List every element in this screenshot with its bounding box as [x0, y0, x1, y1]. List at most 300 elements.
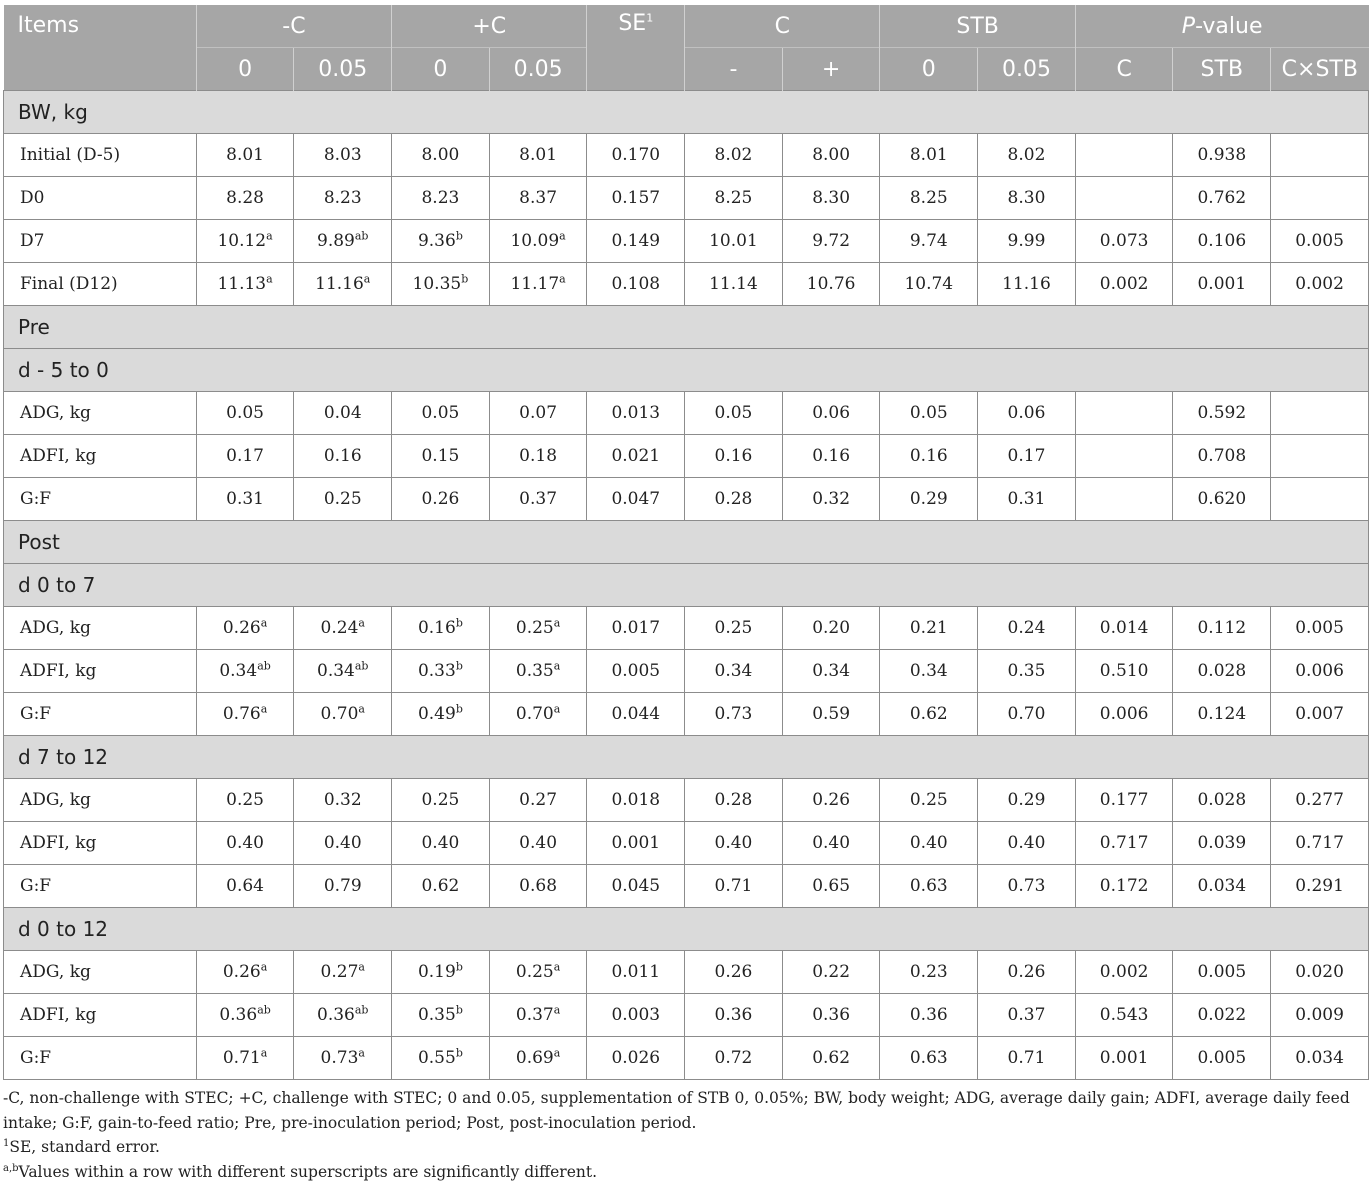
cell-value: 8.37 — [519, 188, 558, 208]
cell-value: 0.25 — [515, 962, 554, 982]
table-cell — [685, 607, 783, 650]
cell-value: 0.25 — [226, 790, 264, 810]
table-row — [4, 435, 1369, 478]
cell-value: 0.23 — [909, 962, 948, 982]
table-cell — [294, 263, 392, 306]
table-cell — [196, 650, 294, 693]
cell-value: 11.16 — [1002, 274, 1051, 294]
table-cell — [294, 865, 392, 908]
cell-value: 0.028 — [1197, 661, 1247, 681]
table-cell — [880, 779, 978, 822]
header-sub-cell: - — [685, 48, 783, 91]
table-cell — [196, 435, 294, 478]
cell-value: 9.89 — [317, 231, 355, 251]
cell-value: 0.72 — [714, 1048, 753, 1068]
row-label: ADG, kg — [4, 951, 197, 994]
table-cell — [294, 779, 392, 822]
cell-value: 0.76 — [222, 704, 261, 724]
cell-value: 8.01 — [226, 145, 264, 165]
table-cell — [294, 1037, 392, 1080]
table-cell — [196, 822, 294, 865]
cell-superscript: ab — [257, 1003, 271, 1017]
cell-value: 0.157 — [611, 188, 661, 208]
cell-superscript: ab — [354, 229, 369, 243]
table-cell — [685, 650, 783, 693]
table-cell — [978, 263, 1076, 306]
table-cell — [196, 951, 294, 994]
cell-superscript: a — [559, 272, 566, 286]
cell-value: 0.73 — [1007, 876, 1046, 896]
table-cell — [782, 478, 880, 521]
table-cell — [392, 693, 490, 736]
table-cell — [392, 951, 490, 994]
cell-value: 0.19 — [417, 962, 456, 982]
table-cell — [294, 951, 392, 994]
table-cell — [880, 177, 978, 220]
table-cell — [489, 263, 587, 306]
table-cell — [880, 994, 978, 1037]
cell-value: 0.06 — [1007, 403, 1046, 423]
cell-value: 0.29 — [1007, 790, 1046, 810]
table-cell — [978, 607, 1076, 650]
table-cell — [685, 435, 783, 478]
cell-value: 0.40 — [519, 833, 558, 853]
table-cell — [294, 134, 392, 177]
cell-superscript: b — [455, 229, 463, 243]
table-cell — [1075, 865, 1173, 908]
table-cell — [978, 994, 1076, 1037]
table-cell — [978, 951, 1076, 994]
table-cell — [685, 994, 783, 1037]
cell-value: 0.79 — [323, 876, 362, 896]
table-cell — [685, 177, 783, 220]
cell-value: 0.16 — [714, 446, 753, 466]
cell-superscript: a — [260, 616, 268, 630]
table-cell — [392, 177, 490, 220]
cell-value: 0.28 — [714, 489, 753, 509]
table-cell — [587, 1037, 685, 1080]
table-body — [4, 91, 1369, 1080]
row-label: ADG, kg — [4, 392, 197, 435]
cell-value: 0.31 — [226, 489, 264, 509]
cell-superscript: a — [266, 229, 273, 243]
cell-superscript: a — [260, 702, 268, 716]
table-cell — [1271, 865, 1369, 908]
table-cell — [1075, 650, 1173, 693]
cell-value: 0.05 — [421, 403, 460, 423]
cell-value: 11.13 — [217, 274, 267, 294]
cell-value: 0.35 — [515, 661, 554, 681]
cell-value: 0.59 — [812, 704, 851, 724]
cell-value: 0.24 — [1007, 618, 1046, 638]
table-cell — [294, 435, 392, 478]
cell-value: 10.74 — [904, 274, 954, 294]
cell-value: 8.02 — [1007, 145, 1046, 165]
cell-superscript: a — [358, 616, 365, 630]
cell-value: 0.006 — [1099, 704, 1149, 724]
header-sub-cell: STB — [1173, 48, 1271, 91]
cell-value: 0.013 — [611, 403, 661, 423]
row-label: ADFI, kg — [4, 435, 197, 478]
cell-value: 0.34 — [317, 661, 355, 681]
cell-superscript: a — [553, 616, 561, 630]
footnote-superscripts: $^{a,b}$Values within a row with different superscripts are significantly different. — [3, 1162, 598, 1181]
table-row — [4, 951, 1369, 994]
cell-value: 0.24 — [320, 618, 359, 638]
cell-value: 0.510 — [1099, 661, 1149, 681]
cell-value: 0.22 — [812, 962, 851, 982]
table-cell — [1173, 220, 1271, 263]
cell-value: 0.26 — [421, 489, 460, 509]
cell-value: 8.00 — [812, 145, 851, 165]
table-cell — [489, 177, 587, 220]
table-cell — [196, 865, 294, 908]
table-cell — [1173, 822, 1271, 865]
cell-value: 0.63 — [909, 1048, 948, 1068]
cell-value: 0.006 — [1295, 661, 1344, 681]
section-row — [4, 564, 1369, 607]
header-row-sub — [4, 48, 1369, 91]
table-cell — [587, 693, 685, 736]
cell-superscript: b — [461, 272, 469, 286]
table-cell — [978, 435, 1076, 478]
table-cell — [489, 650, 587, 693]
table-cell — [1075, 607, 1173, 650]
row-label: ADG, kg — [4, 607, 197, 650]
cell-superscript: a — [266, 272, 273, 286]
cell-value: 0.022 — [1197, 1005, 1247, 1025]
cell-superscript: ab — [354, 1003, 369, 1017]
table-cell — [880, 134, 978, 177]
cell-value: 0.70 — [1007, 704, 1046, 724]
table-cell — [880, 822, 978, 865]
table-cell — [587, 392, 685, 435]
cell-value: 0.65 — [812, 876, 851, 896]
cell-value: 8.00 — [421, 145, 460, 165]
table-cell — [587, 435, 685, 478]
table-cell — [782, 865, 880, 908]
cell-value: 9.72 — [812, 231, 851, 251]
table-cell — [489, 865, 587, 908]
table-cell — [294, 607, 392, 650]
section-title: d - 5 to 0 — [4, 349, 1369, 392]
cell-value: 8.23 — [323, 188, 362, 208]
table-cell — [1075, 1037, 1173, 1080]
table-cell — [1075, 822, 1173, 865]
table-cell — [489, 478, 587, 521]
cell-value: 0.25 — [421, 790, 460, 810]
table-cell — [1075, 177, 1173, 220]
cell-value: 0.27 — [519, 790, 558, 810]
row-label: ADFI, kg — [4, 994, 197, 1037]
cell-value: 0.034 — [1295, 1048, 1344, 1068]
table-cell — [1075, 951, 1173, 994]
cell-value: 0.16 — [417, 618, 456, 638]
table-cell — [196, 779, 294, 822]
cell-value: 0.001 — [1099, 1048, 1149, 1068]
cell-value: 0.40 — [1007, 833, 1046, 853]
table-cell — [392, 478, 490, 521]
cell-value: 0.40 — [323, 833, 362, 853]
cell-superscript: a — [553, 960, 561, 974]
table-cell — [196, 177, 294, 220]
cell-value: 0.34 — [909, 661, 948, 681]
cell-value: 0.106 — [1197, 231, 1247, 251]
cell-value: 11.16 — [315, 274, 364, 294]
table-cell — [1173, 865, 1271, 908]
table-cell — [392, 779, 490, 822]
table-cell — [880, 693, 978, 736]
cell-value: 8.03 — [323, 145, 362, 165]
table-cell — [1271, 134, 1369, 177]
cell-value: 0.762 — [1197, 188, 1247, 208]
cell-value: 10.76 — [806, 274, 856, 294]
cell-value: 0.002 — [1099, 962, 1149, 982]
cell-value: 0.26 — [222, 618, 261, 638]
cell-value: 0.36 — [219, 1005, 258, 1025]
table-cell — [1173, 478, 1271, 521]
cell-value: 8.02 — [714, 145, 753, 165]
cell-superscript: b — [455, 659, 463, 673]
cell-superscript: b — [455, 960, 463, 974]
table-cell — [392, 392, 490, 435]
table-cell — [392, 650, 490, 693]
cell-superscript: a — [358, 1046, 365, 1060]
table-cell — [196, 994, 294, 1037]
table-cell — [196, 220, 294, 263]
section-title: BW, kg — [4, 91, 1369, 134]
cell-value: 0.17 — [226, 446, 264, 466]
table-cell — [782, 822, 880, 865]
cell-value: 0.40 — [226, 833, 264, 853]
cell-value: 0.026 — [611, 1048, 661, 1068]
cell-value: 8.25 — [909, 188, 948, 208]
table-cell — [782, 779, 880, 822]
cell-superscript: a — [553, 702, 561, 716]
cell-value: 0.592 — [1197, 403, 1247, 423]
section-row — [4, 306, 1369, 349]
cell-superscript: ab — [354, 659, 369, 673]
table-cell — [1075, 392, 1173, 435]
table-cell — [1075, 263, 1173, 306]
table-cell — [489, 951, 587, 994]
cell-superscript: a — [553, 1046, 561, 1060]
section-row — [4, 91, 1369, 134]
cell-value: 0.172 — [1099, 876, 1149, 896]
table-cell — [392, 134, 490, 177]
cell-value: 0.25 — [714, 618, 753, 638]
cell-value: 0.06 — [812, 403, 851, 423]
table-cell — [489, 1037, 587, 1080]
table-cell — [1271, 607, 1369, 650]
cell-value: 0.007 — [1295, 704, 1344, 724]
table-cell — [685, 220, 783, 263]
header-group-minus-c: -C — [196, 5, 391, 48]
cell-value: 0.16 — [812, 446, 851, 466]
cell-value: 0.25 — [515, 618, 554, 638]
table-cell — [294, 392, 392, 435]
table-cell — [880, 607, 978, 650]
cell-value: 8.01 — [909, 145, 948, 165]
table-cell — [1271, 1037, 1369, 1080]
table-cell — [782, 994, 880, 1037]
cell-value: 0.34 — [219, 661, 258, 681]
cell-superscript: ab — [257, 659, 271, 673]
cell-value: 0.014 — [1099, 618, 1149, 638]
cell-value: 0.543 — [1099, 1005, 1149, 1025]
cell-value: 0.001 — [611, 833, 661, 853]
table-cell — [587, 994, 685, 1037]
cell-value: 0.40 — [714, 833, 753, 853]
table-cell — [782, 177, 880, 220]
table-cell — [1173, 693, 1271, 736]
cell-value: 0.149 — [611, 231, 661, 251]
table-cell — [392, 607, 490, 650]
cell-value: 0.40 — [812, 833, 851, 853]
table-cell — [782, 435, 880, 478]
cell-value: 0.71 — [222, 1048, 261, 1068]
cell-superscript: a — [358, 702, 365, 716]
row-label: G:F — [4, 865, 197, 908]
table-cell — [1075, 693, 1173, 736]
table-cell — [489, 392, 587, 435]
cell-value: 0.34 — [714, 661, 753, 681]
table-cell — [685, 134, 783, 177]
cell-value: 10.35 — [412, 274, 462, 294]
cell-value: 0.15 — [421, 446, 460, 466]
footnote-abbreviations: -C, non-challenge with STEC; +C, challenge with STEC; 0 and 0.05, supplementation of STB 0, 0.05%; BW, body weight; ADG, average daily gain; ADFI, average daily feed intake; G:F, gain-to-feed ratio; Pre, pre-inoculation period; Post, post-inoculation period. — [3, 1089, 1350, 1132]
cell-value: 0.73 — [714, 704, 753, 724]
table-cell — [1271, 779, 1369, 822]
section-title: Pre — [4, 306, 1369, 349]
cell-value: 0.16 — [323, 446, 362, 466]
cell-value: 8.30 — [1007, 188, 1046, 208]
table-cell — [294, 177, 392, 220]
cell-value: 0.27 — [320, 962, 359, 982]
cell-value: 0.170 — [611, 145, 661, 165]
header-items: Items — [4, 5, 197, 91]
cell-superscript: b — [455, 702, 463, 716]
table-row — [4, 650, 1369, 693]
cell-value: 0.05 — [226, 403, 264, 423]
header-sub-cell: C×STB — [1271, 48, 1369, 91]
results-table — [3, 5, 1369, 1080]
cell-value: 0.26 — [812, 790, 851, 810]
cell-value: 0.36 — [317, 1005, 355, 1025]
header-sub-cell: 0.05 — [294, 48, 392, 91]
cell-superscript: b — [455, 1003, 463, 1017]
cell-value: 0.40 — [421, 833, 460, 853]
table-cell — [685, 779, 783, 822]
header-sub-cell: 0 — [196, 48, 294, 91]
cell-value: 0.62 — [909, 704, 948, 724]
row-label: Final (D12) — [4, 263, 197, 306]
table-cell — [1075, 435, 1173, 478]
table-row — [4, 693, 1369, 736]
header-sub-cell: 0.05 — [489, 48, 587, 91]
cell-value: 0.40 — [909, 833, 948, 853]
cell-value: 0.034 — [1197, 876, 1247, 896]
cell-value: 0.64 — [226, 876, 264, 896]
cell-superscript: a — [358, 960, 365, 974]
footnote-se: $^1$SE, standard error. — [3, 1137, 160, 1156]
table-cell — [587, 951, 685, 994]
cell-value: 0.55 — [417, 1048, 456, 1068]
cell-value: 0.04 — [323, 403, 362, 423]
table-cell — [978, 134, 1076, 177]
cell-value: 8.01 — [519, 145, 558, 165]
cell-value: 0.63 — [909, 876, 948, 896]
row-label: G:F — [4, 693, 197, 736]
cell-value: 0.21 — [909, 618, 948, 638]
cell-value: 0.005 — [1197, 1048, 1247, 1068]
table-cell — [294, 693, 392, 736]
table-cell — [392, 865, 490, 908]
cell-value: 0.26 — [222, 962, 261, 982]
table-cell — [1173, 1037, 1271, 1080]
row-label: G:F — [4, 1037, 197, 1080]
table-cell — [1173, 607, 1271, 650]
table-cell — [489, 435, 587, 478]
table-cell — [489, 134, 587, 177]
table-cell — [1173, 779, 1271, 822]
header-se: $SE^1$ — [587, 5, 685, 91]
table-cell — [489, 822, 587, 865]
table-cell — [294, 478, 392, 521]
table-cell — [978, 392, 1076, 435]
table-cell — [978, 1037, 1076, 1080]
cell-value: 0.18 — [519, 446, 558, 466]
cell-value: 10.12 — [217, 231, 267, 251]
cell-value: 0.69 — [515, 1048, 554, 1068]
cell-value: 0.124 — [1197, 704, 1247, 724]
cell-value: 0.002 — [1099, 274, 1149, 294]
section-row — [4, 349, 1369, 392]
cell-value: 0.108 — [611, 274, 661, 294]
cell-value: 0.71 — [714, 876, 753, 896]
cell-value: 0.021 — [611, 446, 661, 466]
cell-value: 0.003 — [611, 1005, 661, 1025]
cell-value: 0.002 — [1295, 274, 1344, 294]
row-label: G:F — [4, 478, 197, 521]
table-cell — [294, 994, 392, 1037]
table-cell — [685, 822, 783, 865]
table-cell — [1271, 650, 1369, 693]
table-cell — [685, 263, 783, 306]
cell-value: 0.71 — [1007, 1048, 1046, 1068]
table-cell — [196, 392, 294, 435]
cell-value: 0.32 — [323, 790, 362, 810]
table-cell — [294, 650, 392, 693]
table-cell — [1271, 392, 1369, 435]
cell-value: 0.07 — [519, 403, 558, 423]
section-title: Post — [4, 521, 1369, 564]
table-cell — [782, 263, 880, 306]
table-cell — [587, 177, 685, 220]
cell-superscript: a — [363, 272, 371, 286]
cell-value: 0.045 — [611, 876, 661, 896]
table-cell — [1075, 994, 1173, 1037]
table-cell — [978, 220, 1076, 263]
table-cell — [587, 607, 685, 650]
header-group-plus-c: +C — [392, 5, 587, 48]
cell-value: 0.25 — [909, 790, 948, 810]
cell-value: 0.68 — [519, 876, 558, 896]
table-cell — [978, 478, 1076, 521]
cell-value: 0.70 — [515, 704, 554, 724]
cell-superscript: a — [553, 659, 561, 673]
cell-value: 0.011 — [611, 962, 661, 982]
